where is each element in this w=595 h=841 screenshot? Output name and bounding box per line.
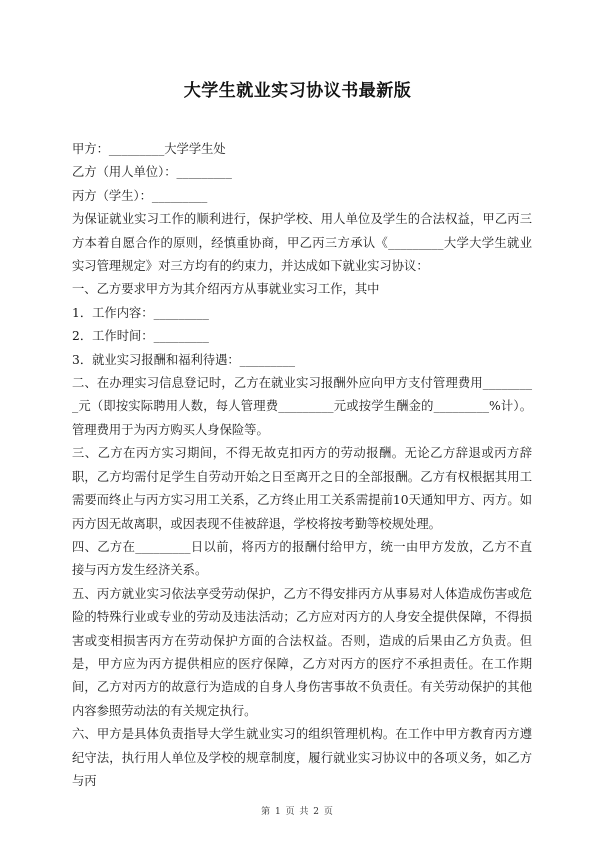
clause-1-heading: 一、乙方要求甲方为其介绍丙方从事就业实习工作，其中 xyxy=(72,282,380,297)
clause-4-paragraph: 四、乙方在_________日以前，将丙方的报酬付给甲方，统一由甲方发放，乙方不直接与丙方发生经济关系。 xyxy=(72,539,532,578)
clause-1-item-1: 1．工作内容：_________ xyxy=(72,305,209,320)
clause-1-item-2: 2．工作时间：_________ xyxy=(72,329,209,344)
document-title: 大学生就业实习协议书最新版 xyxy=(183,81,412,101)
page-number-footer: 第 1 页 共 2 页 xyxy=(261,807,334,817)
party-a-line: 甲方：_________大学学生处 xyxy=(72,142,226,156)
clause-6-paragraph: 六、甲方是具体负责指导大学生就业实习的组织管理机构。在工作中甲方教育丙方遵纪守法，执行用人单位及学校的规章制度，履行就业实习协议中的各项义务，如乙方与丙 xyxy=(72,727,532,788)
clause-2-paragraph: 二、在办理实习信息登记时，乙方在就业实习报酬外应向甲方支付管理费用_________元（即按实际聘用人数，每人管理费_________元或按学生酬金的_________%计）。管理费用于为丙方购买人身保险等。 xyxy=(72,376,532,437)
party-b-line: 乙方（用人单位）：_________ xyxy=(72,165,232,180)
preamble-paragraph: 为保证就业实习工作的顺利进行，保护学校、用人单位及学生的合法权益，甲乙丙三方本着自愿合作的原则，经慎重协商，甲乙丙三方承认《_________大学大学生就业实习管理规定》对三方均有的约束力，并达成如下就业实习协议： xyxy=(72,212,532,274)
clause-1-item-3: 3．就业实习报酬和福利待遇：_________ xyxy=(72,352,296,367)
clause-5-paragraph: 五、丙方就业实习依法享受劳动保护，乙方不得安排丙方从事易对人体造成伤害或危险的特殊行业或专业的劳动及违法活动；乙方应对丙方的人身安全提供保障，不得损害或变相损害丙方在劳动保护方面的合法权益。否则，造成的后果由乙方负责。但是，甲方应为丙方提供相应的医疗保障，乙方对丙方的医疗不承担责任。在工作期间，乙方对丙方的故意行为造成的自身人身伤害事故不负责任。有关劳动保护的其他内容参照劳动法的有关规定执行。 xyxy=(72,586,532,718)
document-body xyxy=(72,138,532,793)
clause-3-paragraph: 三、乙方在丙方实习期间，不得无故克扣丙方的劳动报酬。无论乙方辞退或丙方辞职，乙方均需付足学生自劳动开始之日至离开之日的全部报酬。乙方有权根据其用工需要而终止与丙方实习用工关系，乙方终止用工关系需提前10天通知甲方、丙方。如丙方因无故离职，或因表现不佳被辞退，学校将按考勤等校规处理。 xyxy=(72,446,532,531)
party-c-line: 丙方（学生）：_________ xyxy=(72,188,208,203)
